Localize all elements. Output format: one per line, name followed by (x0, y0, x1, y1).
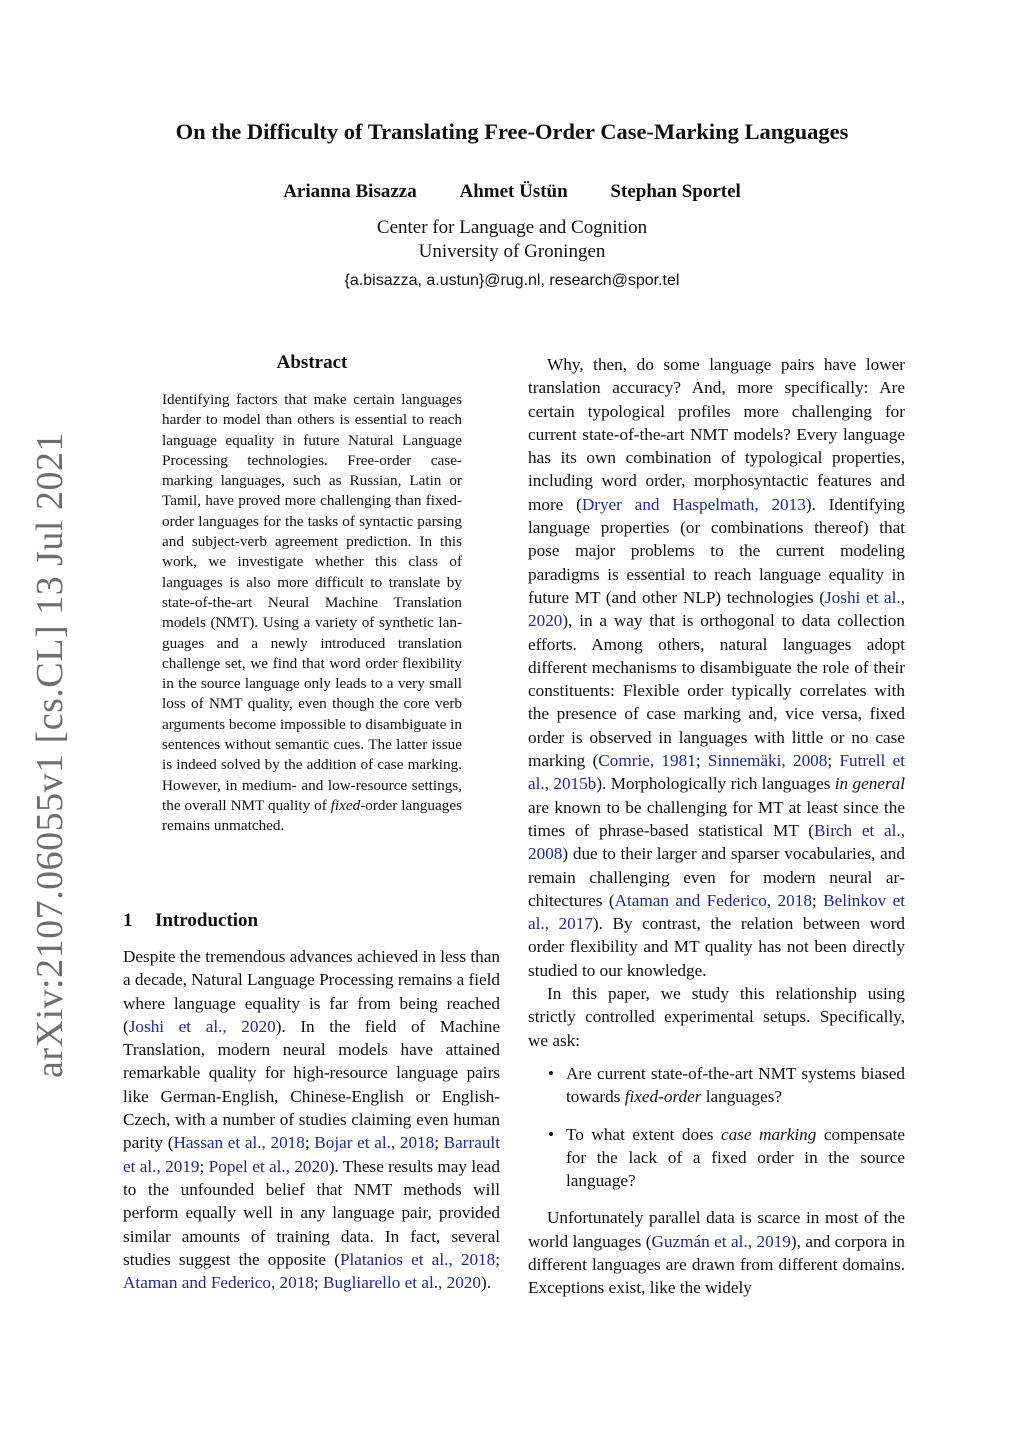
citation-link[interactable]: Ataman and Federico, 2018 (123, 1273, 314, 1293)
citation-link[interactable]: Dryer and Haspelmath, 2013 (581, 494, 806, 514)
citation-link[interactable]: Bojar et al., 2018 (314, 1133, 435, 1153)
citation-link[interactable]: Platanios et al., 2018 (339, 1249, 496, 1269)
citation-link[interactable]: Bugliarello et al., 2020 (323, 1273, 481, 1293)
section-heading-introduction (123, 910, 258, 932)
citation-link[interactable]: Birch et al., 2008 (528, 820, 905, 864)
intro-paragraph-4: Unfortunately parallel data is scarce in most of the world languages (Guzmán et al., 2019), and corpora in different languages are drawn from different domains. Exceptions exist, like the widely (528, 1208, 905, 1298)
citation-link[interactable]: Joshi et al., 2020 (128, 1016, 276, 1036)
author-3: Stephan Sportel (610, 181, 741, 202)
list-item: • Are current state-of-the-art NMT systems biased towards fixed-order languages? (548, 1063, 905, 1107)
citation-link[interactable]: Futrell et al., 2015b (528, 751, 905, 794)
author-1: Arianna Bisazza (283, 181, 417, 202)
intro-paragraph-1: Despite the tremendous advances achieved in less than a decade, Natural Language Processing remains a field where language equality is far from being reached (Joshi et al., 2020). In the field of Machine Translation, modern neural models have attained remarkable quality for high-resource language pairs like German-English, Chinese-English or English-Czech, with a number of studies claiming even human parity (Hassan et al., 2018; Bojar et al., 2018; Barrault et al., 2019; Popel et al., 2020). These results may lead to the unfounded belief that NMT methods will perform equally well in any language pair, provided similar amounts of training data. In fact, several studies suggest the opposite (Platanios et al., 2018; Ataman and Federico, 2018; Bugliarello et al., 2020). (123, 947, 501, 1293)
abstract-body: Identifying factors that make certain languages harder to model than others is essential to reach language equality in future Natural Language Processing technologies. Free-order case-marking languages, such as Russian, Latin or Tamil, have proved more challenging than fixed-order languages for the tasks of syntactic parsing and subject-verb agreement prediction. In this work, we investigate whether this class of languages is also more difficult to translate by state-of-the-art Neural Machine Translation models (NMT). Using a variety of synthetic languages and a newly introduced translation challenge set, we find that word order flexibility in the source language only leads to a very small loss of NMT quality, even though the core verb arguments become impossible to disambiguate in sentences without semantic cues. The latter issue is indeed solved by the addition of case marking. However, in medium- and low-resource settings, the overall NMT quality of fixed-order languages remains unmatched. (162, 391, 462, 835)
citation-link[interactable]: Belinkov et al., 2017 (528, 890, 905, 934)
citation-link[interactable]: Popel et al., 2020 (208, 1156, 329, 1176)
citation-link[interactable]: Comrie, 1981 (598, 751, 696, 771)
section-title: Introduction (155, 910, 259, 931)
author-2: Ahmet Üstün (459, 181, 568, 202)
abstract-heading: Abstract (276, 352, 348, 373)
affiliation-line-2: University of Groningen (418, 241, 606, 262)
bullet-icon: • (548, 1063, 555, 1083)
intro-paragraph-2: Why, then, do some language pairs have lower translation accuracy? And, more specifically: Are certain typological profiles more challenging for current state-of-the-art NMT models? Every language has its own combination of typological properties, including word order, morphosyntactic features and more (Dryer and Haspelmath, 2013). Identifying language properties (or combinations thereof) that pose major problems to the current modeling paradigms is essential to reach language equality in future MT (and other NLP) technologies (Joshi et al., 2020), in a way that is orthogonal to data collection efforts. Among others, natural languages adopt different mechanisms to disambiguate the role of their constituents: Flexible order typically correlates with the presence of case marking and, vice versa, fixed order is observed in languages with little or no case marking (Comrie, 1981; Sinnemäki, 2008; Futrell et al., 2015b). Morphologically rich languages in general are known to be challenging for MT at least since the times of phrase-based statistical MT (Birch et al., 2008) due to their larger and sparser vocabularies, and remain challenging even for modern neural architectures (Ataman and Federico, 2018; Belinkov et al., 2017). By contrast, the relation between word order flexibility and MT quality has not been directly studied to our knowledge. (528, 355, 906, 980)
citation-link[interactable]: Sinnemäki, 2008 (707, 751, 828, 771)
bullet-icon: • (548, 1124, 555, 1144)
section-number: 1 (123, 910, 133, 931)
intro-left-column (123, 945, 500, 1294)
arxiv-id: arXiv:2107.06055v1 [cs.CL] 13 Jul 2021 (29, 432, 71, 1078)
citation-link[interactable]: Guzmán et al., 2019 (651, 1231, 791, 1251)
citation-link[interactable]: Hassan et al., 2018 (173, 1133, 305, 1153)
list-item: • To what extent does case marking compensate for the lack of a fixed order in the source language? (548, 1124, 905, 1191)
citation-link[interactable]: Barrault et al., 2019 (123, 1133, 500, 1176)
citation-link[interactable]: Joshi et al., 2020 (528, 587, 905, 631)
paper-title: On the Difficulty of Translating Free-Order Case-Marking Languages (175, 119, 849, 144)
intro-right-column (528, 353, 905, 1300)
citation-link[interactable]: Ataman and Federico, 2018 (614, 890, 812, 910)
intro-paragraph-3: In this paper, we study this relationship using strictly controlled experimental setups. Specifically, we ask: (528, 984, 905, 1050)
arxiv-sidebar-stamp (20, 432, 80, 1078)
affiliation-line-1: Center for Language and Cognition (376, 217, 648, 238)
author-emails: {a.bisazza, a.ustun}@rug.nl, research@spor.tel (344, 272, 680, 289)
author-list (0, 181, 1024, 203)
research-questions-list (528, 1062, 905, 1192)
